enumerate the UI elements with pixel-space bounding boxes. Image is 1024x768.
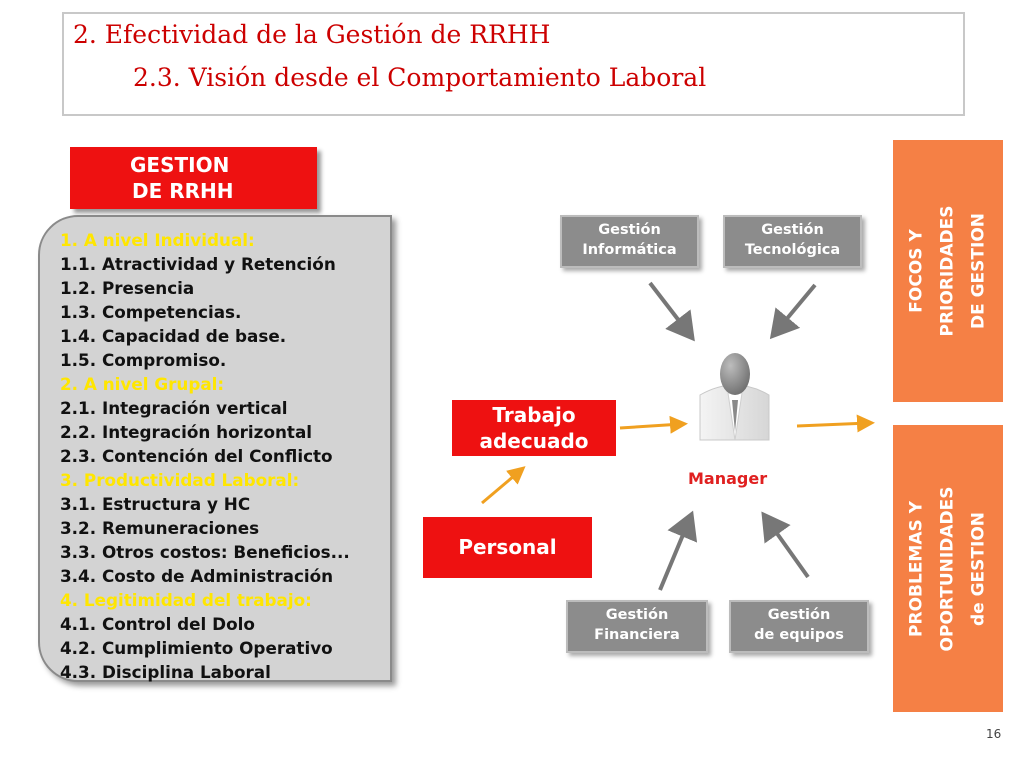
- list-item: 2.1. Integración vertical: [60, 398, 288, 418]
- manager-label: Manager: [688, 469, 768, 488]
- list-item: 3.2. Remuneraciones: [60, 518, 260, 538]
- list-item: 1.5. Compromiso.: [60, 350, 227, 370]
- list-section-heading: 3. Productividad Laboral:: [60, 470, 300, 490]
- manager-person-icon: [700, 353, 769, 440]
- list-section-heading: 1. A nivel Individual:: [60, 230, 255, 250]
- list-item: 2.3. Contención del Conflicto: [60, 446, 333, 466]
- focos-line1: FOCOS Y: [906, 229, 927, 313]
- list-item: 1.1. Atractividad y Retención: [60, 254, 336, 274]
- arrow-icon: [766, 518, 808, 577]
- arrow-icon: [660, 518, 690, 590]
- list-item: 3.1. Estructura y HC: [60, 494, 251, 514]
- trabajo-line2: adecuado: [479, 429, 589, 453]
- box-line1: Gestión: [605, 607, 669, 623]
- box-line2: de equipos: [754, 627, 844, 643]
- problemas-line3: de GESTION: [968, 511, 989, 626]
- box-line1: Gestión: [598, 222, 661, 238]
- arrow-icon: [620, 424, 682, 428]
- list-section-heading: 2. A nivel Grupal:: [60, 374, 225, 394]
- arrow-icon: [797, 423, 869, 426]
- list-item: 1.4. Capacidad de base.: [60, 326, 287, 346]
- list-item: 2.2. Integración horizontal: [60, 422, 313, 442]
- box-line2: Tecnológica: [744, 242, 841, 258]
- problemas-line2: OPORTUNIDADES: [937, 486, 958, 651]
- list-item: 3.4. Costo de Administración: [60, 566, 334, 586]
- arrow-icon: [775, 285, 815, 333]
- slide-subtitle: 2.3. Visión desde el Comportamiento Laboral: [133, 63, 707, 92]
- list-item: 1.2. Presencia: [60, 278, 195, 298]
- personal-box: Personal: [423, 517, 592, 578]
- problemas-line1: PROBLEMAS Y: [906, 500, 927, 637]
- focos-line2: PRIORIDADES: [937, 205, 958, 337]
- list-item: 1.3. Competencias.: [60, 302, 242, 322]
- list-item: 4.2. Cumplimiento Operativo: [60, 638, 333, 658]
- page-number: 16: [986, 727, 1002, 741]
- box-line1: Gestión: [761, 222, 824, 238]
- list-item: 4.3. Disciplina Laboral: [60, 662, 271, 682]
- box-line2: Informática: [582, 242, 677, 258]
- slide-title: 2. Efectividad de la Gestión de RRHH: [73, 20, 551, 49]
- gestion-line2: DE RRHH: [132, 179, 234, 203]
- list-section-heading: 4. Legitimidad del trabajo:: [60, 590, 312, 610]
- list-item: 3.3. Otros costos: Beneficios...: [60, 542, 350, 562]
- gestion-line1: GESTION: [130, 153, 230, 177]
- trabajo-line1: Trabajo: [492, 403, 576, 427]
- list-item: 4.1. Control del Dolo: [60, 614, 255, 634]
- focos-line3: DE GESTION: [968, 212, 989, 330]
- arrow-icon: [482, 470, 521, 503]
- box-line2: Financiera: [594, 627, 680, 643]
- arrow-icon: [650, 283, 690, 335]
- box-line1: Gestión: [767, 607, 831, 623]
